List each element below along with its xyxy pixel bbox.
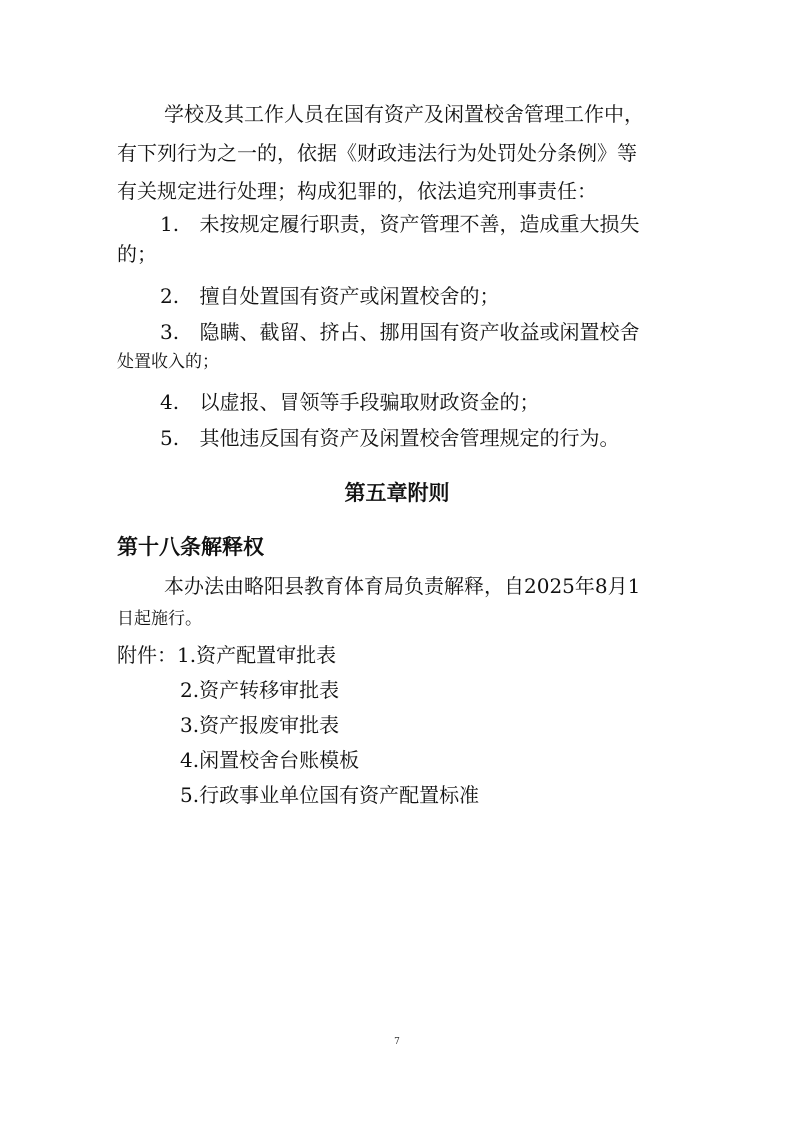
list-item-number: 2. <box>160 284 180 308</box>
list-item-text: 以虚报、冒领等手段骗取财政资金的； <box>199 390 540 414</box>
intro-line-1: 学校及其工作人员在国有资产及闲置校舍管理工作中， <box>164 102 644 126</box>
chapter-title: 第五章附则 <box>344 481 450 505</box>
article-body-line-1: 本办法由略阳县教育体育局负责解释，自2025年8月1 <box>164 574 641 598</box>
attachment-item-5: 5.行政事业单位国有资产配置标准 <box>180 783 480 807</box>
intro-line-2: 有下列行为之一的，依据《财政违法行为处罚处分条例》等 <box>117 141 637 165</box>
list-item-number: 4. <box>160 390 180 414</box>
list-item-2 <box>160 283 499 309</box>
attachment-item-3: 3.资产报废审批表 <box>180 713 340 737</box>
list-item-5 <box>160 425 619 451</box>
article-title: 第十八条解释权 <box>117 535 264 559</box>
list-item-number: 3. <box>160 320 180 344</box>
list-item-3 <box>160 319 639 345</box>
list-item-text: 擅自处置国有资产或闲置校舍的； <box>199 284 500 308</box>
list-item-1-continuation: 的； <box>117 242 157 266</box>
list-item-3-continuation: 处置收入的； <box>117 352 219 372</box>
attachment-item-1: 1.资产配置审批表 <box>177 643 337 667</box>
list-item-text: 未按规定履行职责，资产管理不善，造成重大损失 <box>199 212 640 236</box>
attachment-item-4: 4.闲置校舍台账模板 <box>180 748 360 772</box>
attachment-item-2: 2.资产转移审批表 <box>180 678 340 702</box>
page-number: 7 <box>394 1037 400 1047</box>
list-item-text: 其他违反国有资产及闲置校舍管理规定的行为。 <box>199 426 620 450</box>
list-item-number: 1. <box>160 212 180 236</box>
list-item-number: 5. <box>160 426 180 450</box>
list-item-4 <box>160 389 539 415</box>
attachments-first-row <box>117 642 336 668</box>
intro-line-3: 有关规定进行处理；构成犯罪的，依法追究刑事责任： <box>117 179 597 203</box>
list-item-1 <box>160 211 639 237</box>
article-body-line-2: 日起施行。 <box>117 609 202 629</box>
list-item-text: 隐瞒、截留、挤占、挪用国有资产收益或闲置校舍 <box>199 320 640 344</box>
attachments-label: 附件： <box>117 643 177 667</box>
